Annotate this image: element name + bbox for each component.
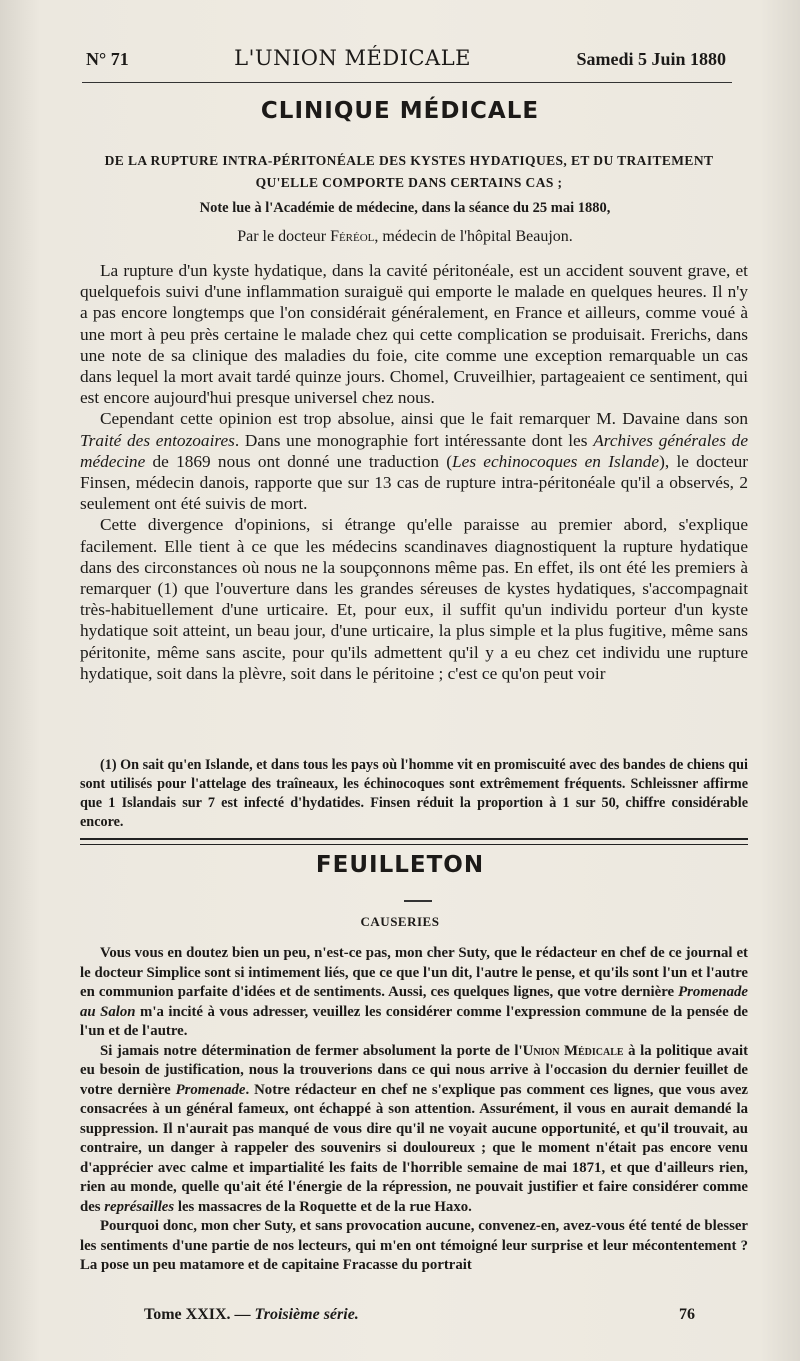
text-run: à la politique avait eu besoin de justification, nous la trouverions dans ce qui nous arrive à l'occasion du dernier feuillet de votre dernière (80, 1042, 749, 1098)
text-run: Si jamais notre détermination de fermer absolument la porte de l' (100, 1042, 523, 1059)
italic-title: Promenade au Salon (80, 984, 748, 1020)
author-suffix: , médecin de l'hôpital Beaujon. (374, 228, 573, 245)
feuilleton-subtitle: CAUSERIES (360, 914, 440, 929)
section-divider (80, 838, 748, 845)
page-footer (144, 1306, 695, 1330)
article-paragraph: La rupture d'un kyste hydatique, dans la cavité péritonéale, est un accident souvent grave, et quelquefois suivi d'une inflammation suraiguë qui emporte le malade en quelques heures. Il n'y a pas encore longtemps que l'on considérait généralement, en France et ailleurs, comme voué à une mort à peu près certaine le malade chez qui cette complication se produisait. Frerichs, dans une note de sa clinique des maladies du foie, cite comme une exception remarquable un cas dans lequel la mort avait tardé quinze jours. Chomel, Cruveilhier, partageaient ce sentiment, qui est encore aujourd'hui presque universel chez nous. (80, 261, 748, 408)
section-title: CLINIQUE MÉDICALE (260, 98, 540, 124)
feuilleton-paragraph: Pourquoi donc, mon cher Suty, et sans provocation aucune, convenez-en, avez-vous été tenté de blesser les sentiments d'une partie de nos lecteurs, qui m'en ont témoigné leur surprise et leur mécontentement ? La pose un peu matamore et de capitaine Fracasse du portrait (80, 1218, 748, 1273)
academy-note: Note lue à l'Académie de médecine, dans la séance du 25 mai 1880, (199, 200, 611, 216)
article-paragraph: Cette divergence d'opinions, si étrange qu'elle paraisse au premier abord, s'explique facilement. Elle tient à ce que les médecins scandinaves diagnostiquent la rupture hydatique dans des circonstances où nous ne la soupçonnons même pas. En effet, ils ont été les premiers à remarquer (1) que l'ouverture dans les grandes séreuses de kystes hydatiques, s'accompagnait très-habituellement d'une urticaire. Et, pour eux, il suffit qu'un individu porteur d'un kyste hydatique soit atteint, un beau jour, d'une urticaire, la plus simple et la plus fugitive, même sans péritonite, même sans ascite, pour qu'ils admettent qu'il y a eu chez cet individu une rupture hydatique, soit dans la plèvre, soit dans le péritoine ; c'est ce qu'on peut voir (80, 515, 748, 683)
feuilleton-title: FEUILLETON (315, 852, 485, 878)
volume-info (144, 1306, 359, 1330)
italic-title: Traité des entozoaires (80, 430, 235, 450)
feuilleton-body (80, 944, 748, 1276)
author-name: Féréol (330, 228, 375, 245)
article-title-line-1: DE LA RUPTURE INTRA-PÉRITONÉALE DES KYSTES HYDATIQUES, ET DU TRAITEMENT (104, 153, 714, 168)
italic-title: Archives générales de médecine (80, 430, 748, 471)
journal-mention: Union Médicale (522, 1042, 624, 1059)
text-run: Cependant cette opinion est trop absolue, ainsi que le fait remarquer M. Davaine dans son (100, 409, 748, 429)
text-run: de 1869 nous ont donné une traduction ( (145, 451, 453, 471)
article-title (70, 150, 748, 194)
italic-title: Promenade (175, 1081, 246, 1098)
text-run: les massacres de la Roquette et de la rue Haxo. (174, 1198, 472, 1215)
issue-number: N° 71 (86, 49, 129, 69)
author-prefix: Par le docteur (237, 228, 331, 245)
feuilleton-paragraph (80, 944, 748, 1042)
footer-dash: — (230, 1306, 255, 1323)
issue-date: Samedi 5 Juin 1880 (576, 49, 726, 69)
article-paragraph (80, 408, 748, 514)
author-line (70, 228, 740, 246)
page-number: 76 (679, 1306, 695, 1323)
text-run: . Dans une monographie fort intéressante dont les (234, 430, 594, 450)
article-title-line-2: QU'ELLE COMPORTE DANS CERTAINS CAS ; (255, 175, 563, 190)
journal-name: L'UNION MÉDICALE (234, 46, 471, 70)
text-run: m'a incité à vous adresser, veuillez les considérer comme l'expression commune de la pensée de l'un et de l'autre. (80, 1003, 748, 1039)
footnote-text: (1) On sait qu'en Islande, et dans tous les pays où l'homme vit en promiscuité avec des bandes de chiens qui sont utilisés pour l'attelage des traîneaux, les échinocoques sont extrêmement fréquents. Schleissner affirme que 1 Islandais sur 7 est infecté d'hydatides. Finsen réduit la proportion à 1 sur 50, chiffre considérable encore. (80, 757, 748, 830)
footnote (80, 756, 748, 832)
italic-word: représailles (104, 1198, 175, 1215)
article-body (80, 260, 748, 684)
text-run: . Notre rédacteur en chef ne s'explique pas comment ces lignes, que vous avez consacrées à un général fameux, ont échappé à son attention. Assurément, il vous en aurait demandé la suppression. Il n'aurait pas manqué de vous dire qu'il ne voyait aucune opportunité, et qu'il trouvait, au contraire, un danger à rappeler des souvenirs si douloureux ; que le moment n'était pas encore venu d'apprécier avec calme et impartialité les faits de l'horrible semaine de mai 1871, et que d'ailleurs rien, rien au monde, quelle qu'ait été l'énergie de la répression, ne pouvait justifier et faire considérer comme des (80, 1081, 748, 1215)
title-dash (404, 900, 432, 902)
header-rule (82, 82, 732, 83)
italic-title: Les echinocoques en Islande (452, 451, 660, 471)
page-header (86, 46, 726, 76)
series-label: Troisième série. (254, 1306, 359, 1323)
text-run: ), le docteur Finsen, médecin danois, rapporte que sur 13 cas de rupture intra-péritonéale qu'il a observés, 2 seulement ont été suivis de mort. (80, 451, 749, 514)
tome-label: Tome XXIX. (144, 1306, 231, 1323)
feuilleton-paragraph (80, 1042, 748, 1218)
text-run: Vous vous en doutez bien un peu, n'est-ce pas, mon cher Suty, que le rédacteur en chef de ce journal et le docteur Simplice sont si intimement liés, que ce que l'un dit, l'autre le pense, et qu'ils sont l'un et l'autre en communion parfaite d'idées et de sentiments. Aussi, ces quelques lignes, que votre dernière (80, 945, 748, 1000)
